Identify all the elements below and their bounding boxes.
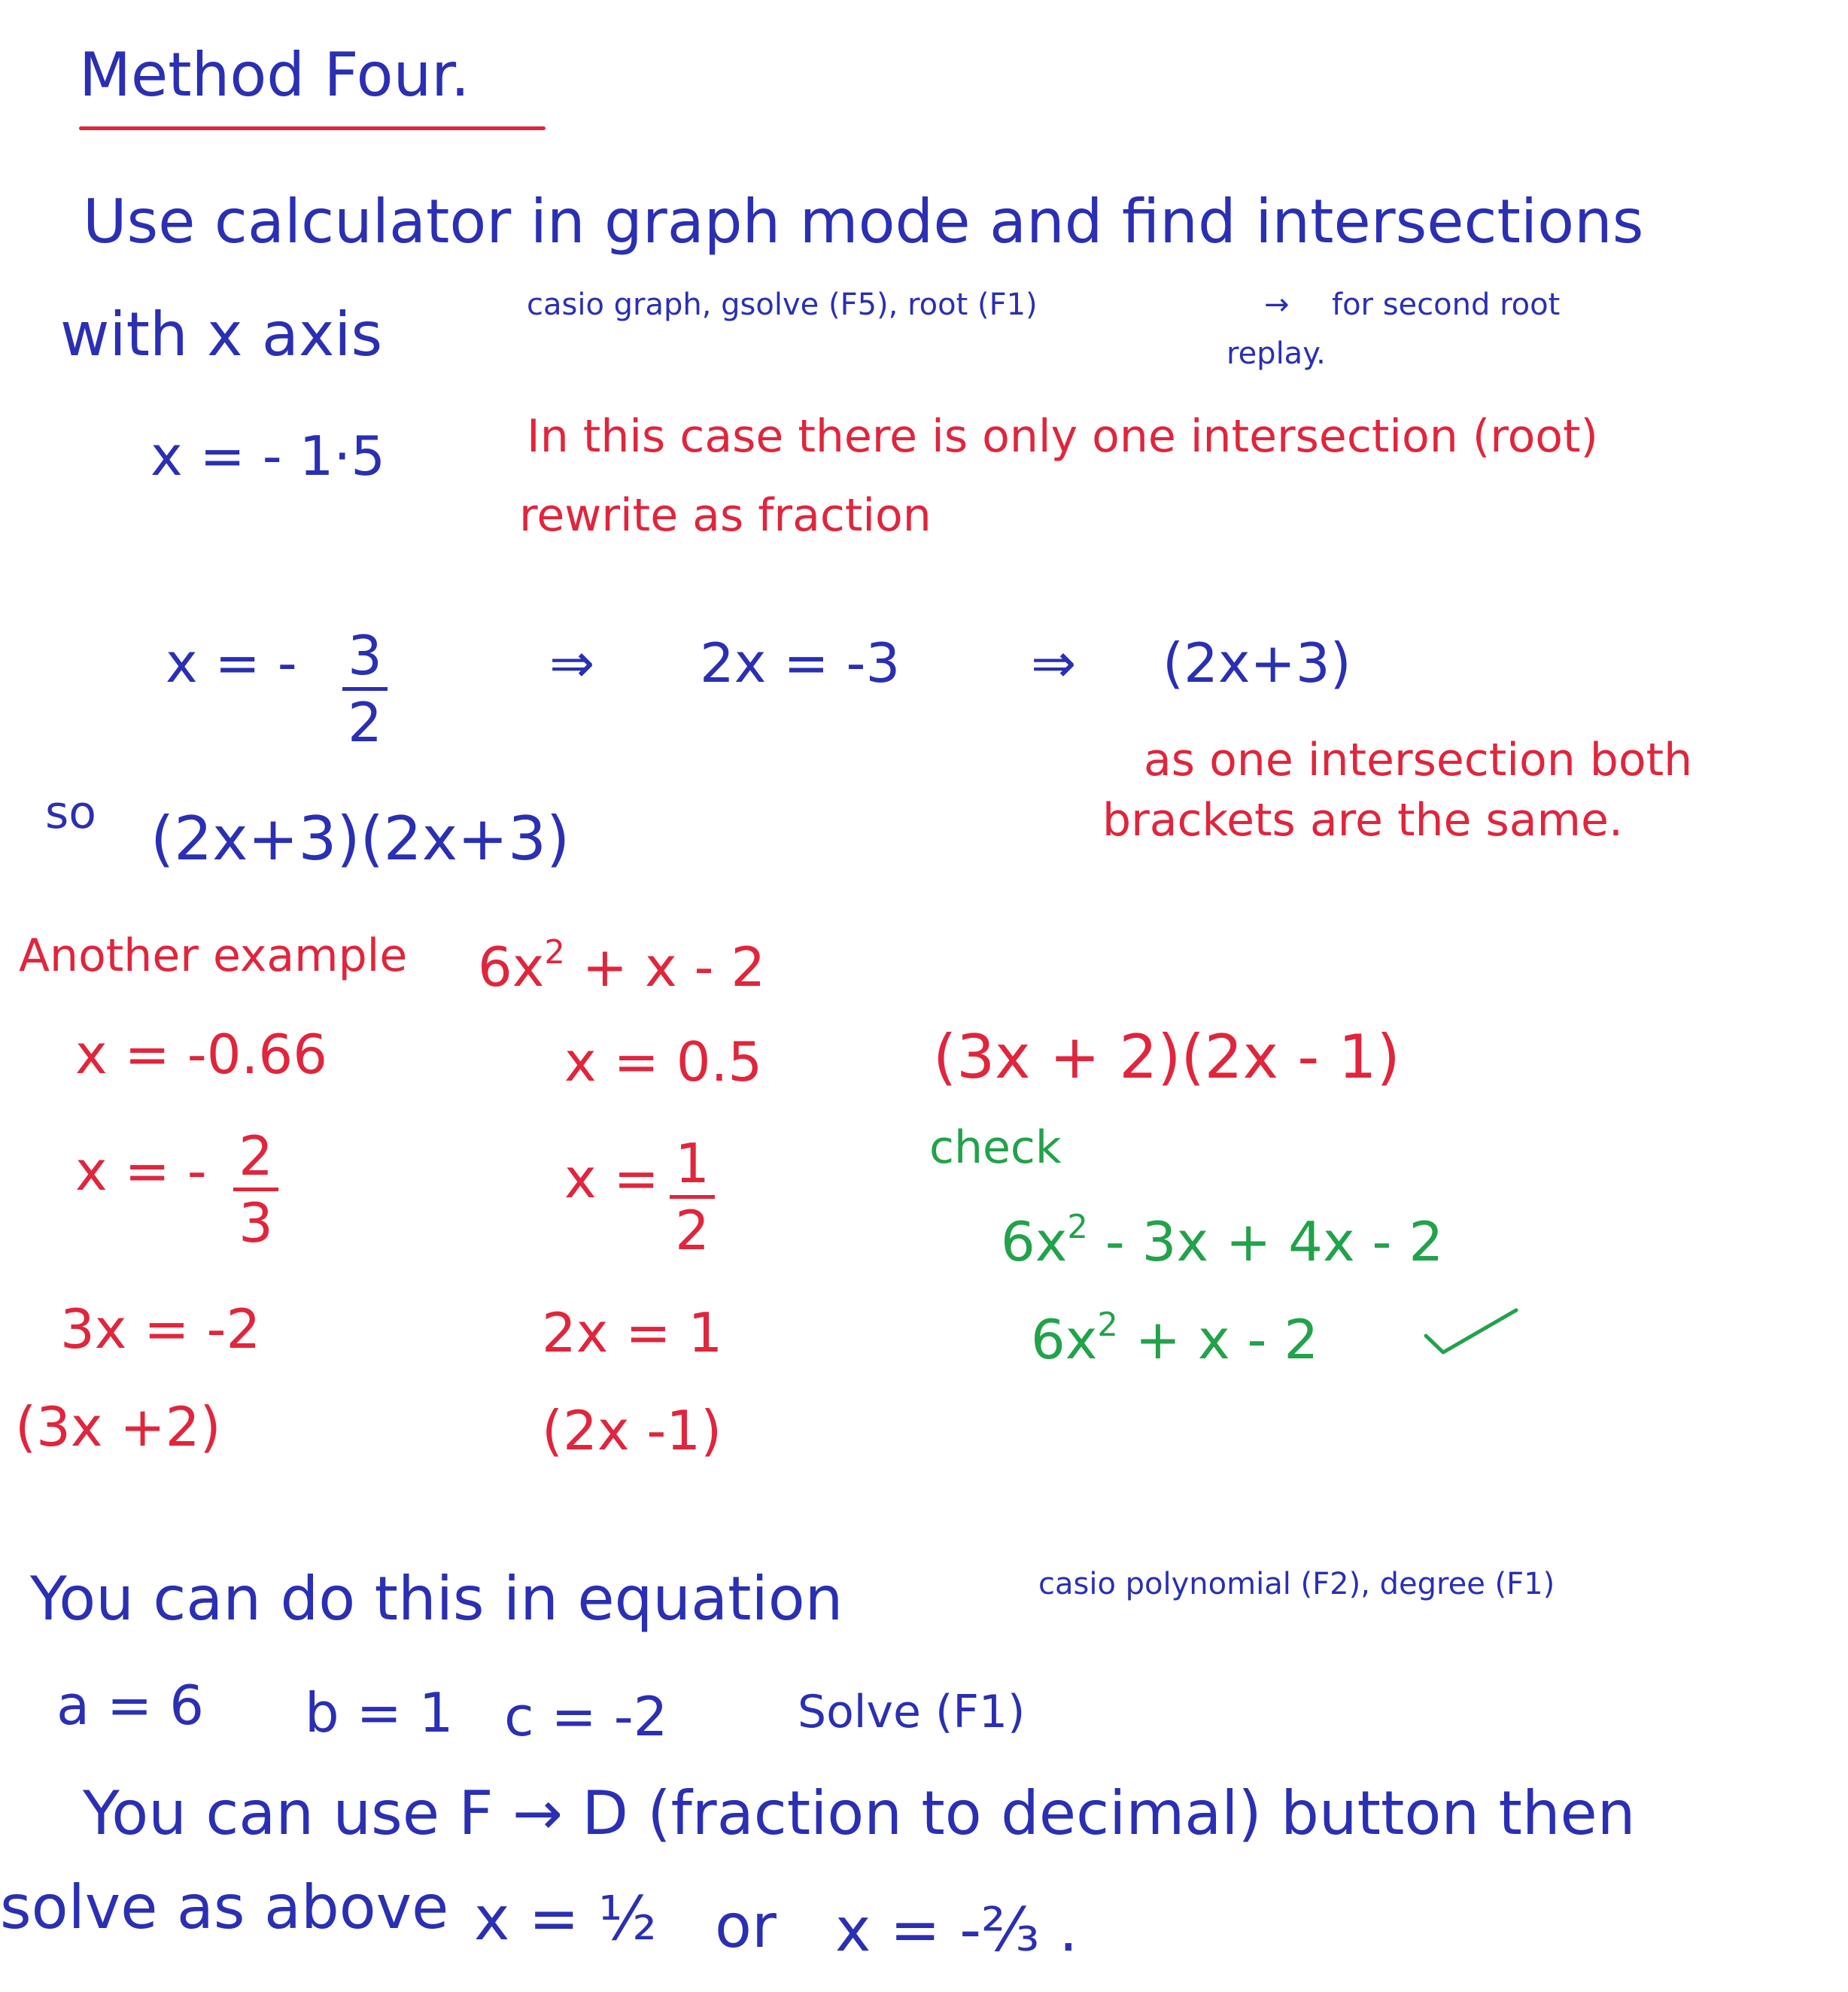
implies-symbol-1: ⇒ bbox=[549, 631, 595, 695]
solve-note: Solve (F1) bbox=[798, 1686, 1026, 1738]
fraction-three-halves bbox=[342, 624, 388, 754]
second-expression-rest: + x - 2 bbox=[582, 935, 766, 999]
check-line-2-rest: + x - 2 bbox=[1135, 1308, 1319, 1372]
arrow-icon: → bbox=[1264, 287, 1290, 322]
casio-graph-note: casio graph, gsolve (F5), root (F1) bbox=[527, 287, 1038, 322]
equation-mode-line: You can do this in equation bbox=[30, 1564, 843, 1634]
another-example-heading: Another example bbox=[19, 929, 408, 982]
check-line-1-rest: - 3x + 4x - 2 bbox=[1105, 1210, 1444, 1274]
only-one-root-note: In this case there is only one intersection (root) bbox=[527, 410, 1598, 463]
root1-denominator: 3 bbox=[239, 1191, 273, 1255]
factorised-second: (3x + 2)(2x - 1) bbox=[933, 1022, 1400, 1092]
intro-line-1: Use calculator in graph mode and find intersections bbox=[83, 187, 1644, 257]
final-root-1: x = ½ bbox=[474, 1884, 657, 1954]
check-line-2 bbox=[1031, 1306, 1319, 1372]
fraction-prefix: x = - bbox=[166, 631, 297, 695]
coef-c: c = -2 bbox=[504, 1685, 668, 1748]
root1-numerator: 2 bbox=[239, 1124, 273, 1188]
decimal-answer: x = - 1·5 bbox=[150, 424, 386, 488]
fraction-numerator: 3 bbox=[348, 624, 382, 687]
factorised-first: (2x+3)(2x+3) bbox=[150, 804, 570, 874]
solve-as-above: solve as above bbox=[0, 1872, 449, 1942]
fraction-denominator: 2 bbox=[348, 691, 382, 754]
second-expression-x: 6x bbox=[478, 935, 545, 999]
or-label: or bbox=[715, 1891, 777, 1961]
both-brackets-note-2: brackets are the same. bbox=[1102, 794, 1623, 847]
check-line-1 bbox=[1001, 1209, 1444, 1274]
so-label: so bbox=[45, 786, 96, 839]
root2-bracket: (2x -1) bbox=[542, 1399, 722, 1462]
check-label: check bbox=[929, 1121, 1062, 1174]
root2-linear: 2x = 1 bbox=[542, 1301, 723, 1364]
superscript-two: 2 bbox=[544, 934, 565, 972]
root2-denominator: 2 bbox=[675, 1199, 710, 1262]
root2-numerator: 1 bbox=[675, 1132, 710, 1195]
single-bracket: (2x+3) bbox=[1163, 631, 1351, 695]
check-superscript-1: 2 bbox=[1067, 1209, 1088, 1246]
coef-b: b = 1 bbox=[305, 1681, 454, 1744]
root2-fraction bbox=[670, 1132, 715, 1262]
root1-fraction bbox=[233, 1124, 278, 1255]
root1-bracket: (3x +2) bbox=[15, 1395, 221, 1458]
linear-step: 2x = -3 bbox=[700, 631, 901, 695]
root1-fraction-prefix: x = - bbox=[75, 1139, 207, 1203]
check-superscript-2: 2 bbox=[1097, 1306, 1118, 1344]
check-line-2-x: 6x bbox=[1031, 1308, 1098, 1372]
second-root-note: for second root bbox=[1332, 287, 1561, 322]
final-root-2: x = -⅔ . bbox=[835, 1895, 1078, 1965]
title-underline bbox=[79, 126, 546, 130]
coef-a: a = 6 bbox=[56, 1674, 205, 1737]
root1-decimal: x = -0.66 bbox=[75, 1023, 328, 1086]
root1-linear: 3x = -2 bbox=[60, 1297, 261, 1361]
second-expression bbox=[478, 934, 766, 999]
implies-symbol-2: ⇒ bbox=[1031, 631, 1077, 695]
replay-note: replay. bbox=[1226, 336, 1326, 371]
page-title: Method Four. bbox=[79, 40, 470, 110]
casio-polynomial-note: casio polynomial (F2), degree (F1) bbox=[1038, 1567, 1555, 1601]
rewrite-note: rewrite as fraction bbox=[519, 489, 932, 542]
fraction-decimal-line: You can use F → D (fraction to decimal) button then bbox=[83, 1778, 1636, 1848]
check-line-1-x: 6x bbox=[1001, 1210, 1068, 1274]
both-brackets-note-1: as one intersection both bbox=[1144, 734, 1693, 786]
checkmark-icon bbox=[1422, 1306, 1520, 1358]
intro-line-2: with x axis bbox=[60, 300, 383, 370]
root2-decimal: x = 0.5 bbox=[564, 1030, 763, 1093]
root2-fraction-prefix: x = bbox=[564, 1147, 659, 1210]
